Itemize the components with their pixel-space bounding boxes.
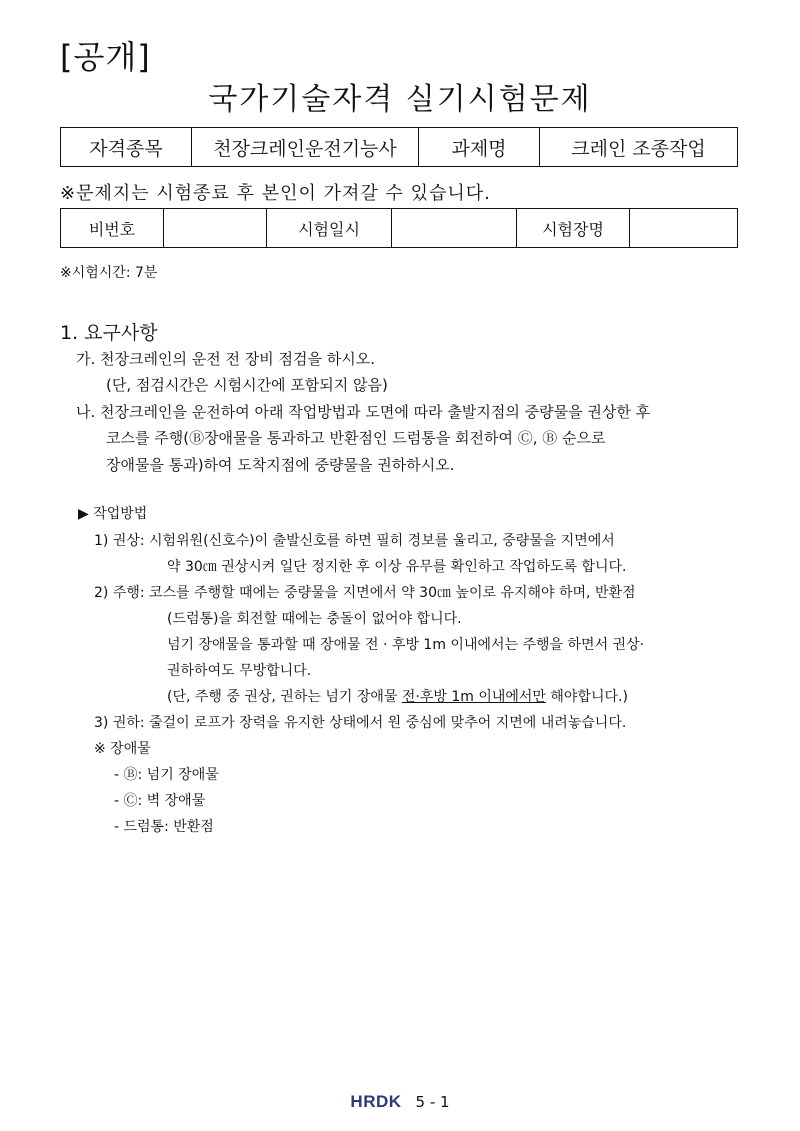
method-step1-line2: 약 30㎝ 권상시켜 일단 정지한 후 이상 유무를 확인하고 작업하도록 합니다. (167, 559, 627, 575)
obstacle-c: - Ⓒ: 벽 장애물 (114, 793, 206, 809)
public-tag: [공개] (60, 38, 151, 76)
exam-date-value[interactable] (392, 209, 517, 248)
notice-text: ※문제지는 시험종료 후 본인이 가져갈 수 있습니다. (60, 183, 491, 204)
page-number: 5 - 1 (415, 1093, 450, 1111)
method-heading: ▶ 작업방법 (78, 506, 148, 522)
method-step1-line1: 1) 권상: 시험위원(신호수)이 출발신호를 하면 필히 경보를 울리고, 중량물을 지면에서 (94, 533, 615, 549)
exam-date-label: 시험일시 (267, 209, 392, 248)
requirement-na-line3: 장애물을 통과)하여 도착지점에 중량물을 권하하시오. (106, 456, 455, 474)
requirement-ga-note: (단, 점검시간은 시험시간에 포함되지 않음) (106, 376, 388, 394)
obstacle-b: - Ⓑ: 넘기 장애물 (114, 767, 219, 783)
qualification-label: 자격종목 (61, 128, 192, 167)
obstacles-heading: ※ 장애물 (94, 741, 151, 757)
obstacle-drum: - 드럼통: 반환점 (114, 819, 214, 835)
method-step2-note-post: 해야합니다.) (545, 689, 628, 705)
seat-number-value[interactable] (164, 209, 267, 248)
method-step2-note-pre: (단, 주행 중 권상, 권하는 넘기 장애물 (167, 689, 402, 705)
method-step2-line4: 권하하여도 무방합니다. (167, 663, 312, 679)
task-label: 과제명 (419, 128, 540, 167)
qualification-value: 천장크레인운전기능사 (192, 128, 419, 167)
method-step2-note-underlined: 전·후방 1m 이내에서만 (401, 689, 546, 705)
qualification-table (60, 127, 738, 167)
exam-site-label: 시험장명 (517, 209, 630, 248)
method-step2-line5 (167, 686, 628, 706)
method-step3: 3) 권하: 줄걸이 로프가 장력을 유지한 상태에서 원 중심에 맞추어 지면에 내려놓습니다. (94, 715, 627, 731)
requirement-ga: 가. 천장크레인의 운전 전 장비 점검을 하시오. (76, 350, 375, 368)
task-value: 크레인 조종작업 (540, 128, 738, 167)
page-title: 국가기술자격 실기시험문제 (208, 82, 592, 117)
section-heading: 1. 요구사항 (60, 322, 158, 344)
seat-number-label: 비번호 (61, 209, 164, 248)
method-step2-line3: 넘기 장애물을 통과할 때 장애물 전 · 후방 1m 이내에서는 주행을 하면서 권상· (167, 637, 645, 653)
method-step2-line2: (드럼통)을 회전할 때에는 충돌이 없어야 합니다. (167, 611, 462, 627)
exam-time: ※시험시간: 7분 (60, 265, 158, 281)
exam-info-table (60, 208, 738, 248)
requirement-na-line2: 코스를 주행(Ⓑ장애물을 통과하고 반환점인 드럼통을 회전하여 Ⓒ, Ⓑ 순으로 (106, 429, 606, 447)
exam-site-value[interactable] (630, 209, 738, 248)
method-step2-line1: 2) 주행: 코스를 주행할 때에는 중량물을 지면에서 약 30㎝ 높이로 유지해야 하며, 반환점 (94, 585, 636, 601)
hrdk-logo: HRDK (350, 1092, 402, 1111)
requirement-na-line1: 나. 천장크레인을 운전하여 아래 작업방법과 도면에 따라 출발지점의 중량물을 권상한 후 (76, 403, 651, 421)
page-footer (0, 1092, 800, 1112)
